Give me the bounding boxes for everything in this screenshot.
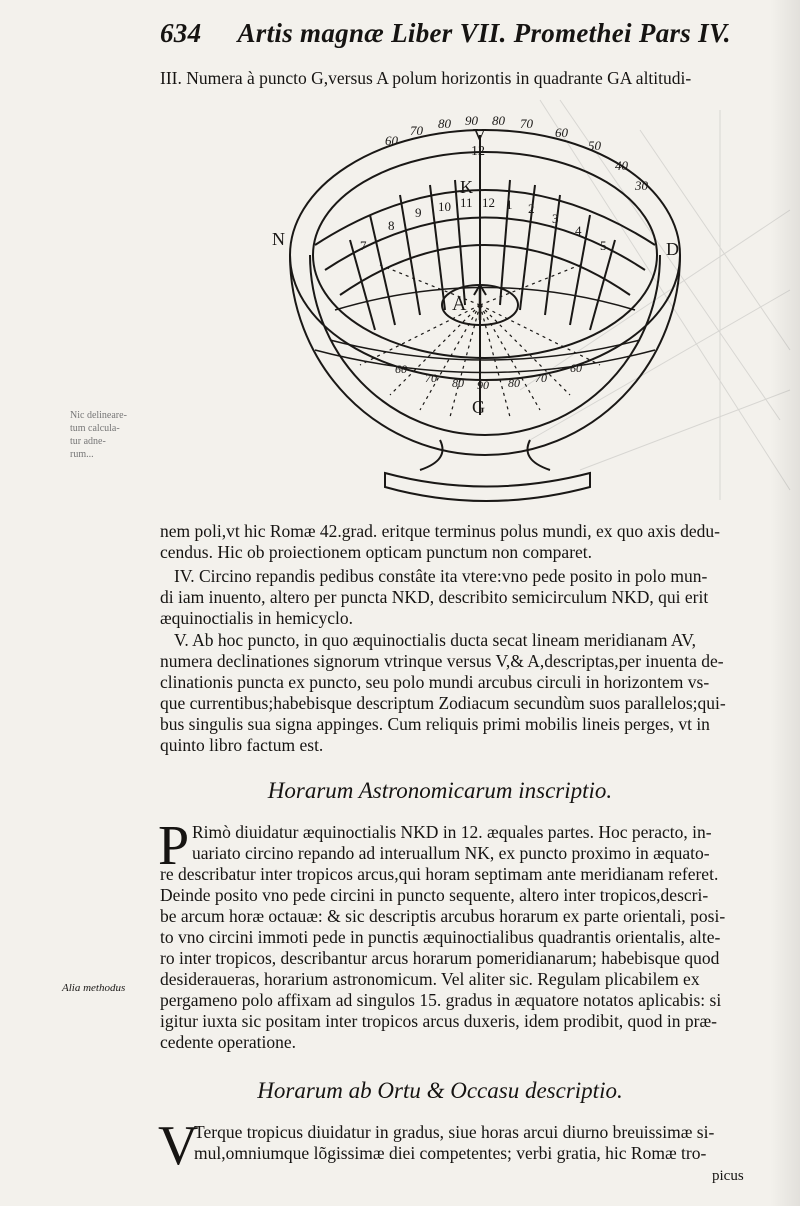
label-G: G [472,397,485,417]
bottom-arc-number: 70 [535,371,547,385]
top-arc-number: 80 [492,113,505,128]
hour-number: 5 [600,238,607,253]
text-line: clinationis puncta ex puncto, seu polo mundi arcubus circuli in horizontem vs- [160,672,710,692]
label-N: N [272,229,285,249]
text-line: V. Ab hoc puncto, in quo æquinoctialis ducta secat lineam meridianam AV, [174,630,697,650]
text-line: æquinoctialis in hemicyclo. [160,608,353,628]
label-D: D [666,239,679,259]
section-heading-ortu-occasu: Horarum ab Ortu & Occasu descriptio. [257,1078,623,1103]
hour-number: 11 [460,195,473,210]
label-K: K [460,177,473,197]
page-number: 634 [160,18,202,48]
hour-number: 2 [528,201,535,216]
section1-line: ro inter tropicos, describantur arcus horarum pomeridianarum; habebisque quod [160,948,720,968]
margin-note-alia-methodus: Alia methodus [62,982,126,994]
hour-number: 8 [388,218,395,233]
margin-note-bleed-1: Nic delineare- [70,410,127,421]
rim-inner [313,152,657,358]
label-V: V [473,125,486,145]
section1-line: re describatur inter tropicos arcus,qui horam septimam ante meridianam referet. [160,864,719,884]
text-line: IV. Circino repandis pedibus constâte ita vtere:vno pede posito in polo mun- [174,566,708,586]
hour-number: 10 [438,199,451,214]
catchword: picus [712,1168,744,1184]
bottom-arc-number: 80 [508,376,520,390]
hour-number: 4 [575,223,582,238]
top-arc-number: 80 [438,116,451,131]
top-arc-number: 50 [588,138,601,153]
intro-line: III. Numera à puncto G,versus A polum horizontis in quadrante GA altitudi- [160,68,692,88]
top-arc-number: 40 [615,158,628,173]
top-arc-number: 30 [635,178,648,193]
text-line: numera declinationes signorum vtrinque versus V,& A,descriptas,per inuenta de- [160,651,724,671]
margin-note-bleed-4: rum... [70,449,94,460]
text-line: bus singulis sua signa appinges. Cum reliquis primi mobilis lineis perges, vt in [160,714,710,734]
text-line: nem poli,vt hic Romæ 42.grad. eritque terminus polus mundi, ex quo axis dedu- [160,521,720,541]
text-line: cendus. Hic ob proiectionem opticam punctum non comparet. [160,542,593,562]
hour-number: 7 [360,238,367,253]
bottom-arc-number: 80 [452,376,464,390]
hour-number: 3 [552,211,559,226]
bottom-arc-number: 60 [570,361,582,375]
stand-base [385,473,590,501]
top-arc-number: 90 [465,113,478,128]
top-arc-number: 60 [385,133,398,148]
sundial-figure [270,95,700,525]
hour-number: 1 [506,197,513,212]
text-line: di iam inuento, altero per puncta NKD, describito semicirculum NKD, qui erit [160,587,709,607]
hour-number: 9 [415,205,422,220]
top-arc-number: 60 [555,125,568,140]
drop-cap-V: V [158,1115,199,1177]
bottom-arc-number: 60 [395,362,407,376]
section1-line: be arcum horæ octauæ: & sic descriptis arcubus horarum ex parte orientali, posi- [160,906,726,926]
section1-line: to vno circini immoti pede in punctis æquinoctialibus quadrantis orientalis, alte- [160,927,721,947]
section1-line: Rimò diuidatur æquinoctialis NKD in 12. æquales partes. Hoc peracto, in- [192,822,712,842]
section2-line: Terque tropicus diuidatur in gradus, siue horas arcui diurno breuissimæ si- [194,1122,715,1142]
drop-cap-P: P [158,815,190,877]
bottom-arc-number: 70 [425,371,437,385]
section-heading-astronomical-hours: Horarum Astronomicarum inscriptio. [267,778,613,803]
text-line: quinto libro factum est. [160,735,324,755]
bottom-arc-number: 90 [477,378,489,392]
section1-line: desideraueras, horarium astronomicum. Vel aliter sic. Regulam plicabilem ex [160,969,700,989]
running-title: Artis magnæ Liber VII. Promethei Pars IV. [237,18,731,48]
section2-line: mul,omniumque lõgissimæ diei competentes; verbi gratia, hic Romæ tro- [194,1143,707,1163]
margin-note-bleed-3: tur adne- [70,436,106,447]
running-header [160,18,760,49]
text-line: que currentibus;habebisque descriptum Zodiacum secundùm suos parallelos;qui- [160,693,726,713]
section1-line: uariato circino repando ad interuallum NK, ex puncto proximo in æquato- [192,843,710,863]
page-gutter-shade [770,0,800,1206]
margin-note-bleed-2: tum calcula- [70,423,120,434]
top-arc-number: 70 [520,116,533,131]
section1-line: igitur iuxta sic positam inter tropicos arcus duxeris, idem prodibit, quod in præ- [160,1011,717,1031]
hour-number: 12 [482,195,495,210]
label-A: A [452,293,467,315]
top-arc-number: 70 [410,123,423,138]
section1-line: cedente operatione. [160,1032,297,1052]
section1-line: Deinde posito vno pede circini in puncto sequente, altero inter tropicos,descri- [160,885,709,905]
section1-line: pergameno polo affixam ad singulos 15. gradus in æquatore notatos aplicabis: si [160,990,722,1010]
label-top-12: 12 [471,144,485,159]
